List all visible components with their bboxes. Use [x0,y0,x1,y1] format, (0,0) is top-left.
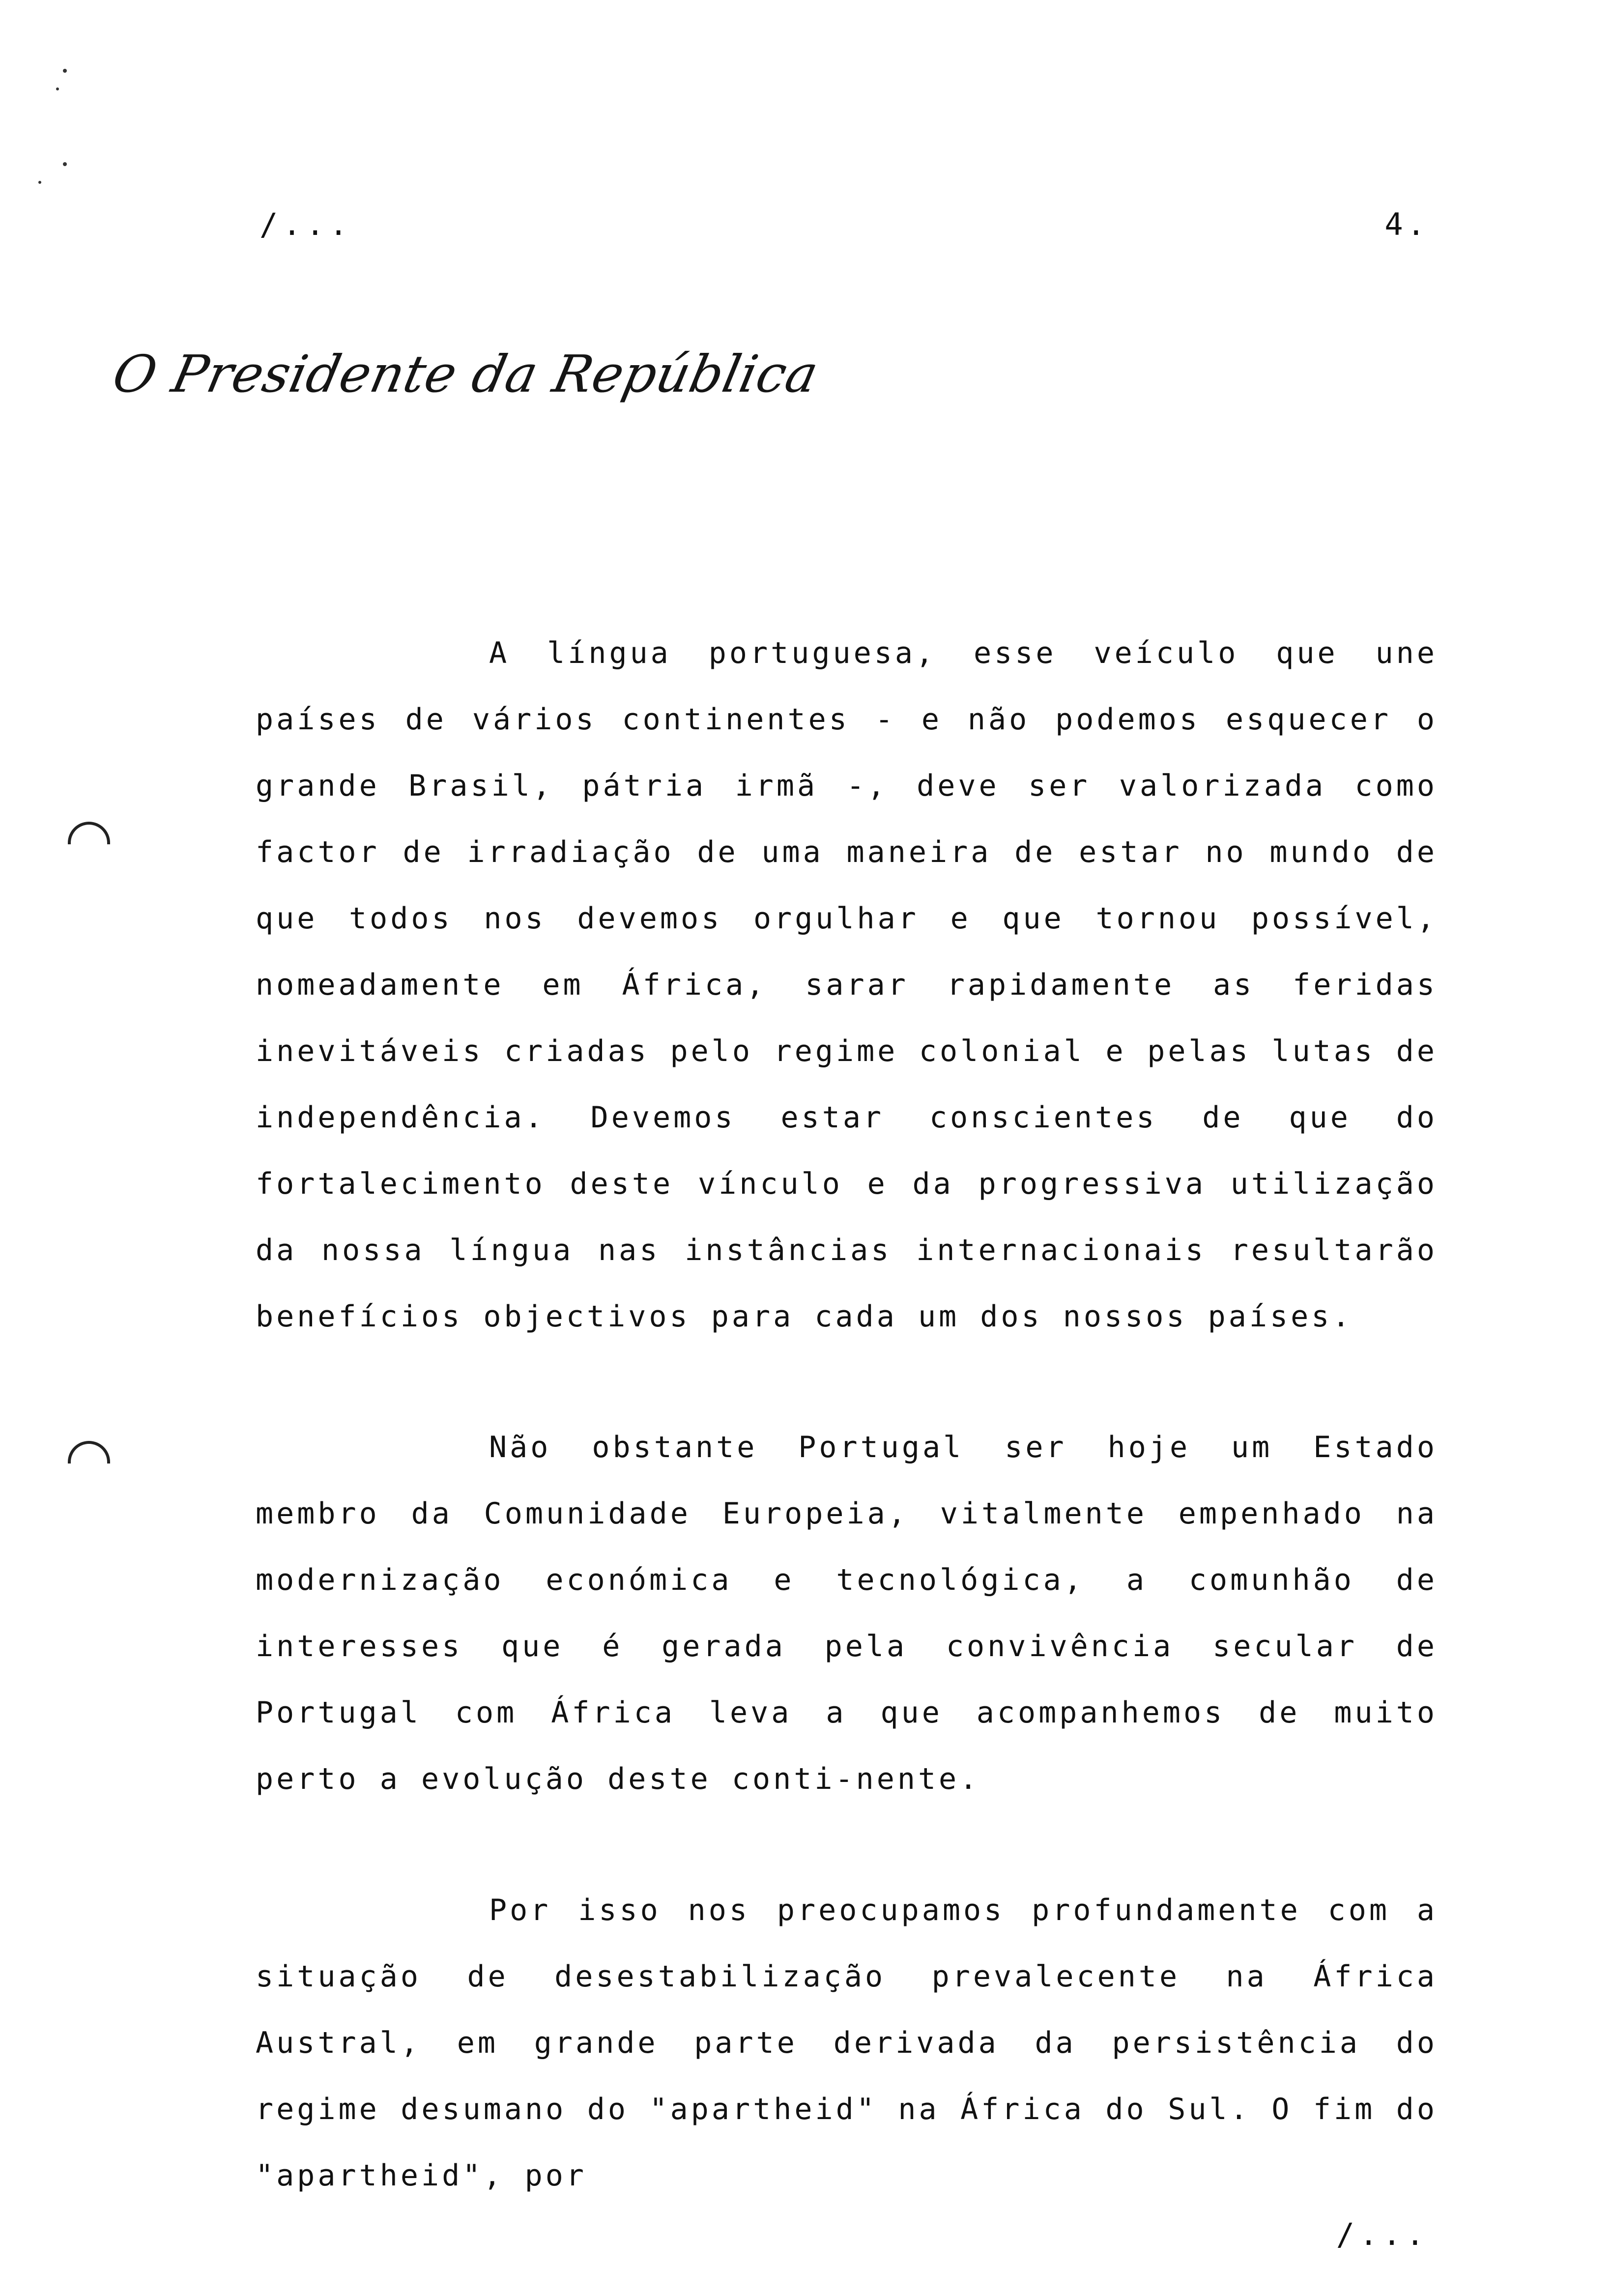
continuation-marker-top: /... [259,206,353,242]
scan-speck [63,162,67,166]
paragraph-lingua-portuguesa: A língua portuguesa, esse veículo que une países de vários continentes - e não podemos esquecer o grande Brasil, pátria irmã -, deve ser valorizada como factor de irradiação de uma maneira de estar no mundo de que todos nos devemos orgulhar e que tornou possível, nomeadamente em África, sarar rapidamente as feridas inevitáveis criadas pelo regime colonial e pelas lutas de independência. Devemos estar conscientes de que do fortalecimento deste vínculo e da progressiva utilização da nossa língua nas instâncias internacionais resultarão benefícios objectivos para cada um dos nossos países. [256,636,1438,1334]
paragraph-comunidade-europeia: Não obstante Portugal ser hoje um Estado membro da Comunidade Europeia, vitalmente empenhado na modernização económica e tecnológica, a comunhão de interesses que é gerada pela convivência secular de Portugal com África leva a que acompanhemos de muito perto a evolução deste conti-nente. [256,1430,1438,1796]
letterhead: O Presidente da República [108,344,824,404]
continuation-marker-bottom: /... [1336,2216,1429,2252]
punch-hole-mark [68,822,110,844]
punch-hole-mark [68,1441,110,1464]
scan-speck [63,69,67,73]
paragraph-africa-austral: Por isso nos preocupamos profundamente com a situação de desestabilização prevalecente na África Austral, em grande parte derivada da persistência do regime desumano do "apartheid" na África do Sul. O fim do "apartheid", por [256,1893,1438,2193]
scan-speck [56,87,59,90]
scan-speck [38,181,41,184]
page-number: 4. [1384,206,1429,242]
